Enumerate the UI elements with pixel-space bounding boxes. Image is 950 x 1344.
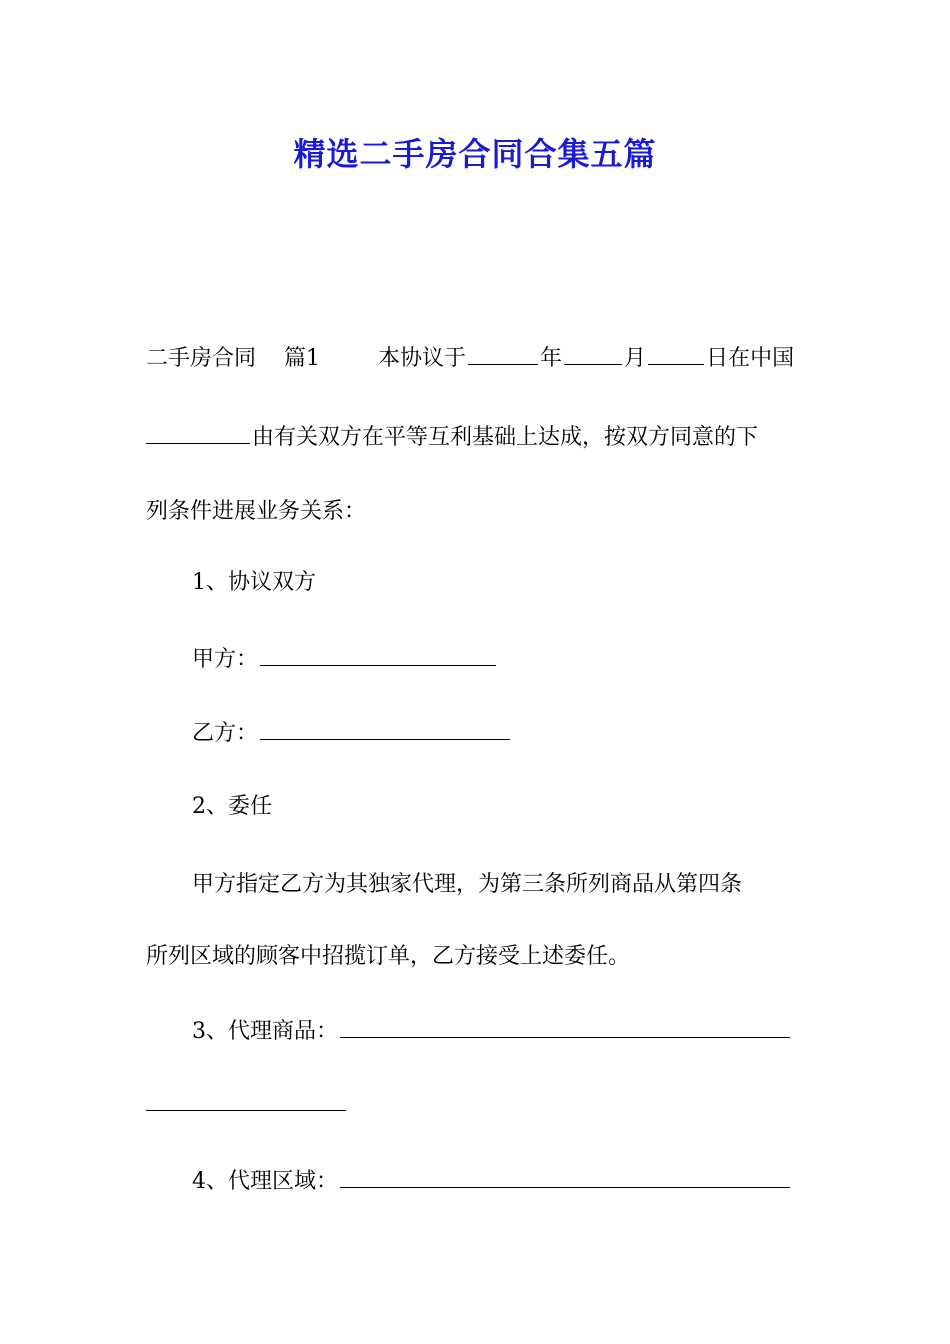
section-3-heading: 3、代理商品： [192, 1019, 338, 1044]
intro-line-2 [146, 423, 758, 453]
location-blank [146, 423, 250, 444]
year-blank [468, 344, 538, 365]
month-blank [564, 344, 622, 365]
section-2-line-1: 甲方指定乙方为其独家代理，为第三条所列商品从第四条 [192, 872, 743, 897]
agreement-date-text: 本协议于 [378, 346, 467, 371]
party-b-blank [260, 719, 510, 740]
document-title: 精选二手房合同合集五篇 [293, 135, 657, 173]
section-2-line-2: 所列区域的顾客中招揽订单，乙方接受上述委任。 [146, 944, 631, 969]
section-4-blank [340, 1167, 790, 1188]
section-3-continuation [146, 1090, 348, 1120]
year-label: 年 [540, 346, 563, 371]
party-a-line [192, 645, 498, 675]
party-a-label: 甲方： [192, 647, 259, 672]
section-3-blank-continued [146, 1090, 346, 1111]
party-b-label: 乙方： [192, 721, 259, 746]
section-3-blank [340, 1017, 790, 1038]
intro-line-1 [146, 344, 794, 374]
intro-line-2-text: 由有关双方在平等互利基础上达成，按双方同意的下 [252, 425, 759, 450]
section-2-heading: 2、委任 [192, 794, 272, 819]
section-1-heading: 1、协议双方 [192, 570, 316, 595]
party-b-line [192, 719, 512, 749]
section-number: 篇1 [284, 346, 321, 371]
day-blank [648, 344, 704, 365]
contract-label: 二手房合同 [146, 346, 257, 371]
intro-line-3: 列条件进展业务关系： [146, 499, 367, 524]
section-4-line [192, 1167, 792, 1197]
party-a-blank [260, 645, 496, 666]
section-3-line [192, 1017, 792, 1047]
section-4-heading: 4、代理区域： [192, 1169, 338, 1194]
day-location-label: 日在中国 [706, 346, 795, 371]
month-label: 月 [624, 346, 647, 371]
